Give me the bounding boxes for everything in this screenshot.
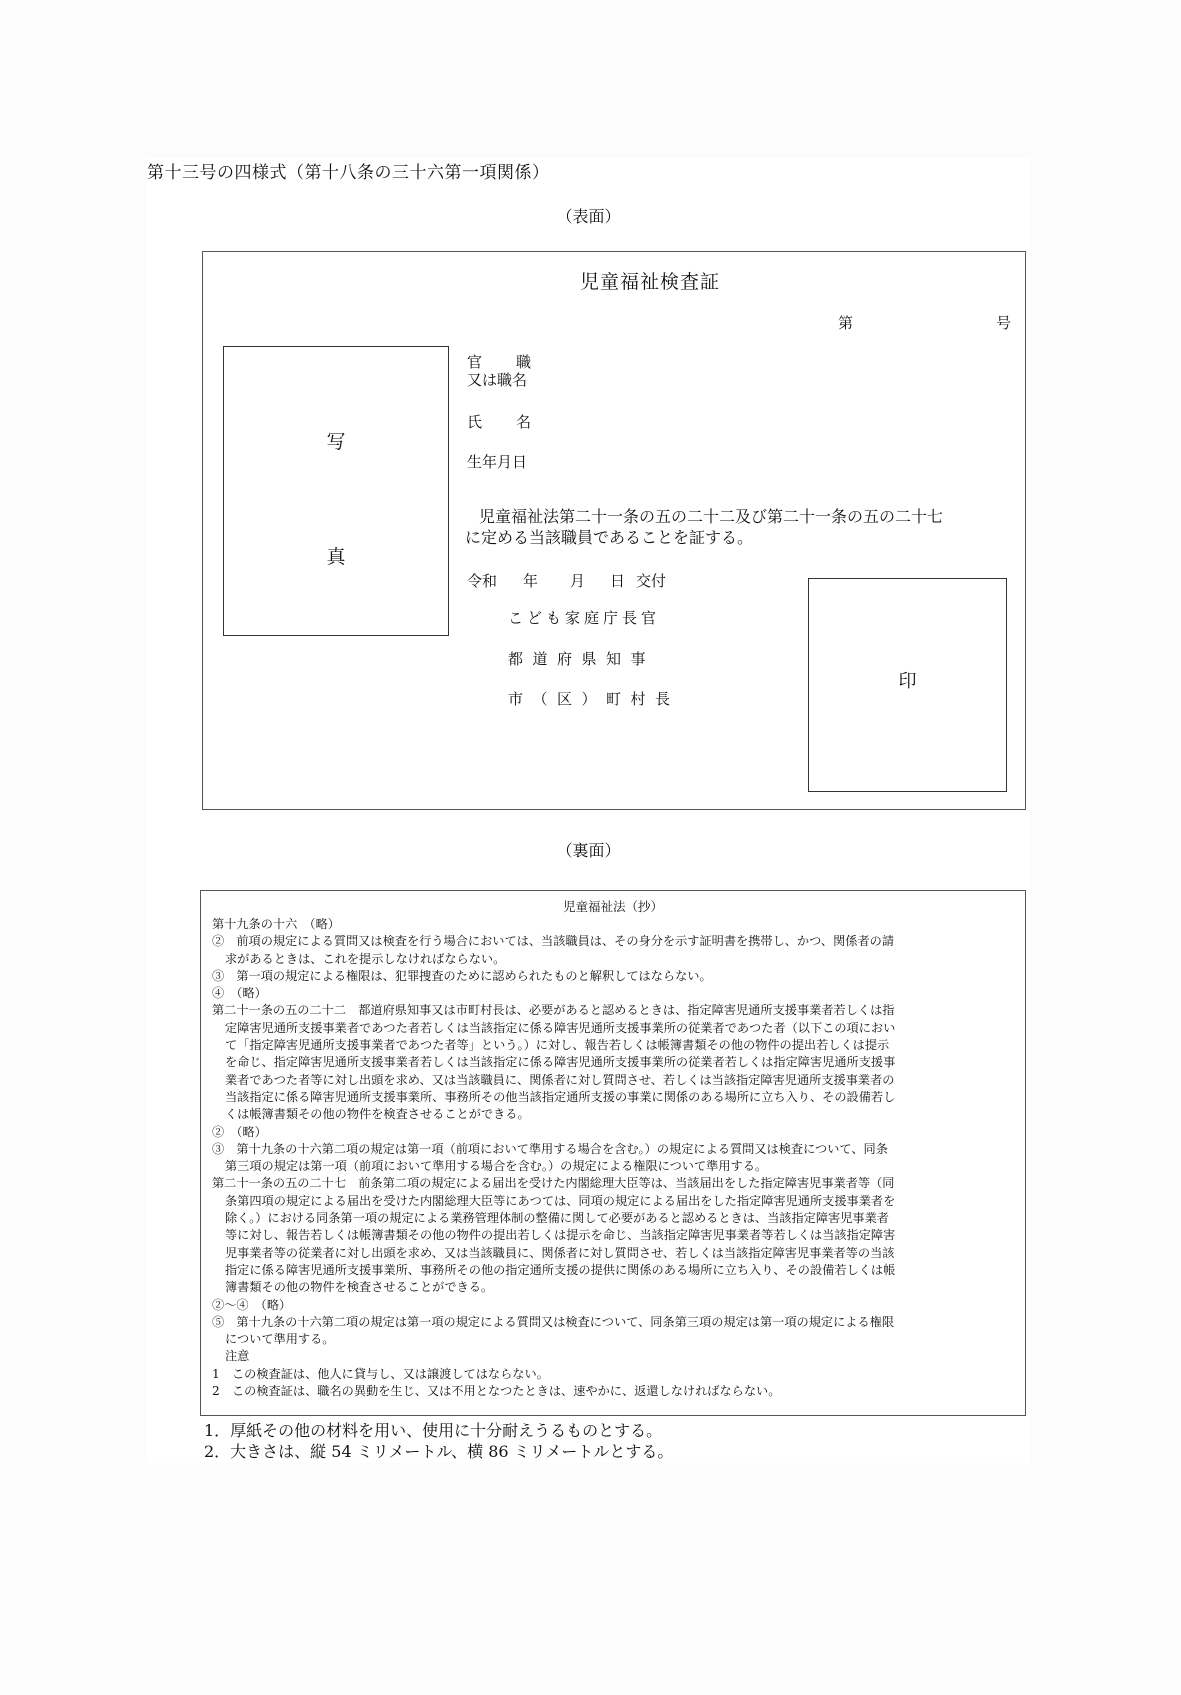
law-line: 求があるときは、これを提示しなければならない。 [225, 951, 506, 966]
field-official-position-a: 官 [467, 353, 483, 371]
field-official-position [467, 352, 531, 372]
law-excerpt-title: 児童福祉法（抄） [562, 899, 663, 914]
law-line: ④ （略） [212, 986, 267, 1001]
law-line: くは帳簿書類その他の物件を検査させることができる。 [225, 1107, 530, 1122]
law-line: 第三項の規定は第一項（前項において準用する場合を含む。）の規定による権限について準用する。 [225, 1159, 768, 1174]
field-job-title: 又は職名 [467, 371, 528, 389]
document-page [147, 158, 1030, 1463]
issuer-children-family-agency: こども家庭庁長官 [508, 609, 661, 627]
footnotes [204, 1420, 673, 1462]
law-line: 1 この検査証は、他人に貸与し、又は譲渡してはならない。 [212, 1366, 549, 1381]
law-line: 除く。）における同条第一項の規定による業務管理体制の整備に関して必要があると認めるときは、当該指定障害児事業者 [225, 1211, 889, 1226]
field-birth-date: 生年月日 [467, 453, 528, 471]
issuer-prefectural-governor: 都道府県知事 [508, 650, 656, 668]
statement-line-1: 児童福祉法第二十一条の五の二十二及び第二十一条の五の二十七 [479, 507, 944, 526]
photo-box [223, 346, 449, 636]
footnote-material: 1．厚紙その他の材料を用い、使用に十分耐えうるものとする。 [204, 1421, 663, 1440]
issue-day: 日 [610, 572, 626, 590]
field-name-b: 名 [516, 413, 532, 431]
certificate-title: 児童福祉検査証 [579, 271, 720, 293]
law-line: 当該指定に係る障害児通所支援事業所、事務所その他当該指定通所支援の事業に関係のある場所に立ち入り、その設備若し [225, 1089, 896, 1104]
law-line: 児事業者等の従業者に対し出頭を求め、又は当該職員に、関係者に対し質問させ、若しくは当該指定障害児事業者等の当該 [225, 1245, 895, 1260]
field-name [467, 412, 531, 432]
front-side-label: （表面） [556, 207, 621, 226]
law-line: ⑤ 第十九条の十六第二項の規定は第一項の規定による質問又は検査について、同条第三項の規定は第一項の規定による権限 [212, 1314, 895, 1329]
field-official-position-b: 職 [516, 353, 532, 371]
issue-issued: 交付 [636, 572, 667, 590]
inspection-card-back [200, 890, 1026, 1416]
law-line: 業者であつた者等に対し出頭を求め、又は当該職員に、関係者に対し質問させ、若しくは当該指定障害児通所支援事業者の [225, 1072, 895, 1087]
field-name-a: 氏 [467, 413, 483, 431]
photo-label-char-2: 真 [326, 546, 346, 568]
law-line: ② 前項の規定による質問又は検査を行う場合においては、当該職員は、その身分を示す証明書を携帯し、かつ、関係者の請 [212, 934, 895, 949]
law-line: 指定に係る障害児通所支援事業所、事務所その他の指定通所支援の提供に関係のある場所に立ち入り、その設備若しくは帳 [225, 1262, 896, 1277]
footnote-size: 2．大きさは、縦 54 ミリメートル、横 86 ミリメートルとする。 [204, 1442, 674, 1461]
law-excerpt-body [212, 916, 1018, 1400]
law-line: 注意 [225, 1349, 250, 1364]
statement-line-2: に定める当該職員であることを証する。 [465, 528, 754, 547]
law-line: ②～④ （略） [212, 1297, 292, 1312]
seal-box [808, 578, 1007, 792]
law-line: 第二十一条の五の二十二 都道府県知事又は市町村長は、必要があると認めるときは、指定障害児通所支援事業者若しくは指 [212, 1003, 895, 1018]
issue-month: 月 [570, 572, 586, 590]
law-line: について準用する。 [225, 1332, 335, 1347]
certificate-number-prefix: 第 [838, 314, 854, 332]
certification-statement [465, 506, 985, 548]
law-line: 条第四項の規定による届出を受けた内閣総理大臣等にあつては、同項の規定による届出をした指定障害児通所支援事業者を [225, 1193, 896, 1208]
law-line: ③ 第十九条の十六第二項の規定は第一項（前項において準用する場合を含む。）の規定による質問又は検査について、同条 [212, 1141, 888, 1156]
law-line: を命じ、指定障害児通所支援事業者若しくは当該指定に係る障害児通所支援事業所の従業者若しくは指定障害児通所支援事 [225, 1055, 896, 1070]
form-title: 第十三号の四様式（第十八条の三十六第一項関係） [147, 163, 550, 183]
issue-year: 年 [523, 572, 539, 590]
law-line: 第二十一条の五の二十七 前条第二項の規定による届出を受けた内閣総理大臣等は、当該届出をした指定障害児事業者等（同 [212, 1176, 895, 1191]
issue-date [467, 570, 666, 591]
law-line: 簿書類その他の物件を検査させることができる。 [225, 1280, 494, 1295]
certificate-number-suffix: 号 [996, 314, 1012, 332]
issuer-municipal-mayor: 市（区）町村長 [508, 690, 680, 708]
seal-label: 印 [898, 671, 917, 692]
law-line: 定障害児通所支援事業者であつた者若しくは当該指定に係る障害児通所支援事業所の従業者であつた者（以下この項におい [225, 1020, 896, 1035]
issue-era: 令和 [467, 572, 498, 590]
law-line: ② （略） [212, 1124, 267, 1139]
back-side-label: （裏面） [556, 841, 621, 860]
law-line: 等に対し、報告若しくは帳簿書類その他の物件の提出若しくは提示を命じ、当該指定障害児事業者等若しくは当該指定障害 [225, 1228, 896, 1243]
photo-label-char-1: 写 [326, 431, 346, 453]
inspection-card-front [202, 251, 1026, 810]
law-line: 第十九条の十六 （略） [212, 917, 340, 931]
law-line: 2 この検査証は、職名の異動を生じ、又は不用となつたときは、速やかに、返還しなければならない。 [212, 1384, 781, 1399]
law-line: て「指定障害児通所支援事業者であつた者等」という。）に対し、報告若しくは帳簿書類その他の物件の提出若しくは提示 [225, 1038, 890, 1053]
law-line: ③ 第一項の規定による権限は、犯罪捜査のために認められたものと解釈してはならない。 [212, 968, 712, 983]
